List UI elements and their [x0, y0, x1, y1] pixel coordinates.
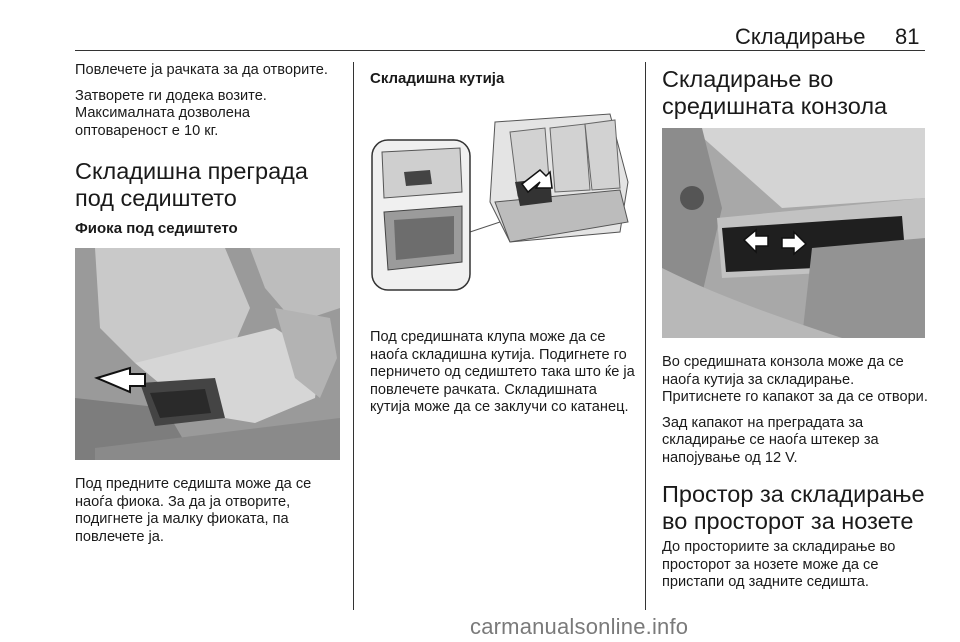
- section-heading: Простор за складирање во просторот за нозете: [662, 481, 925, 534]
- column-divider: [645, 62, 646, 610]
- subsection-heading: Фиока под седиштето: [75, 220, 238, 237]
- paragraph: Под средишната клупа може да се наоѓа складишна кутија. Подигнете го перничето од седиштето така што ќе ја повлечете рачката. Складишната кутија може да се заклучи со катанец.: [370, 329, 635, 415]
- watermark: carmanualsonline.info: [470, 614, 689, 639]
- column-1: [75, 62, 343, 554]
- paragraph: Повлечете ја рачката за да отворите.: [75, 62, 328, 78]
- center-console-illustration: [662, 128, 925, 338]
- column-divider: [353, 62, 354, 610]
- page-header: [0, 0, 960, 55]
- bench-storage-box-illustration: [370, 92, 636, 307]
- paragraph: Зад капакот на преградата за складирање се наоѓа штекер за напојување од 12 V.: [662, 414, 879, 466]
- paragraph: Под предните седишта може да се наоѓа фиока. За да ја отворите, подигнете ја малку фиоката, па повлечете ја.: [75, 476, 312, 545]
- column-3: [662, 62, 930, 600]
- section-heading: Складирање во средишната конзола: [662, 66, 888, 119]
- paragraph: До просториите за складирање во просторот за нозете може да се пристапи од задните седишта.: [662, 539, 896, 590]
- header-divider: [75, 50, 925, 51]
- section-title: Складирање: [735, 24, 866, 49]
- column-2: [370, 62, 638, 425]
- section-heading: Складишна преграда под седиштето: [75, 158, 308, 211]
- page-number: 81: [895, 24, 920, 49]
- paragraph: Во средишната конзола може да се наоѓа кутија за складирање. Притиснете го капакот за да се отвори.: [662, 354, 928, 405]
- seat-drawer-illustration: [75, 248, 340, 460]
- paragraph: Затворете ги додека возите. Максималната дозволена оптовареност е 10 кг.: [75, 87, 267, 139]
- subsection-heading: Складишна кутија: [370, 70, 505, 87]
